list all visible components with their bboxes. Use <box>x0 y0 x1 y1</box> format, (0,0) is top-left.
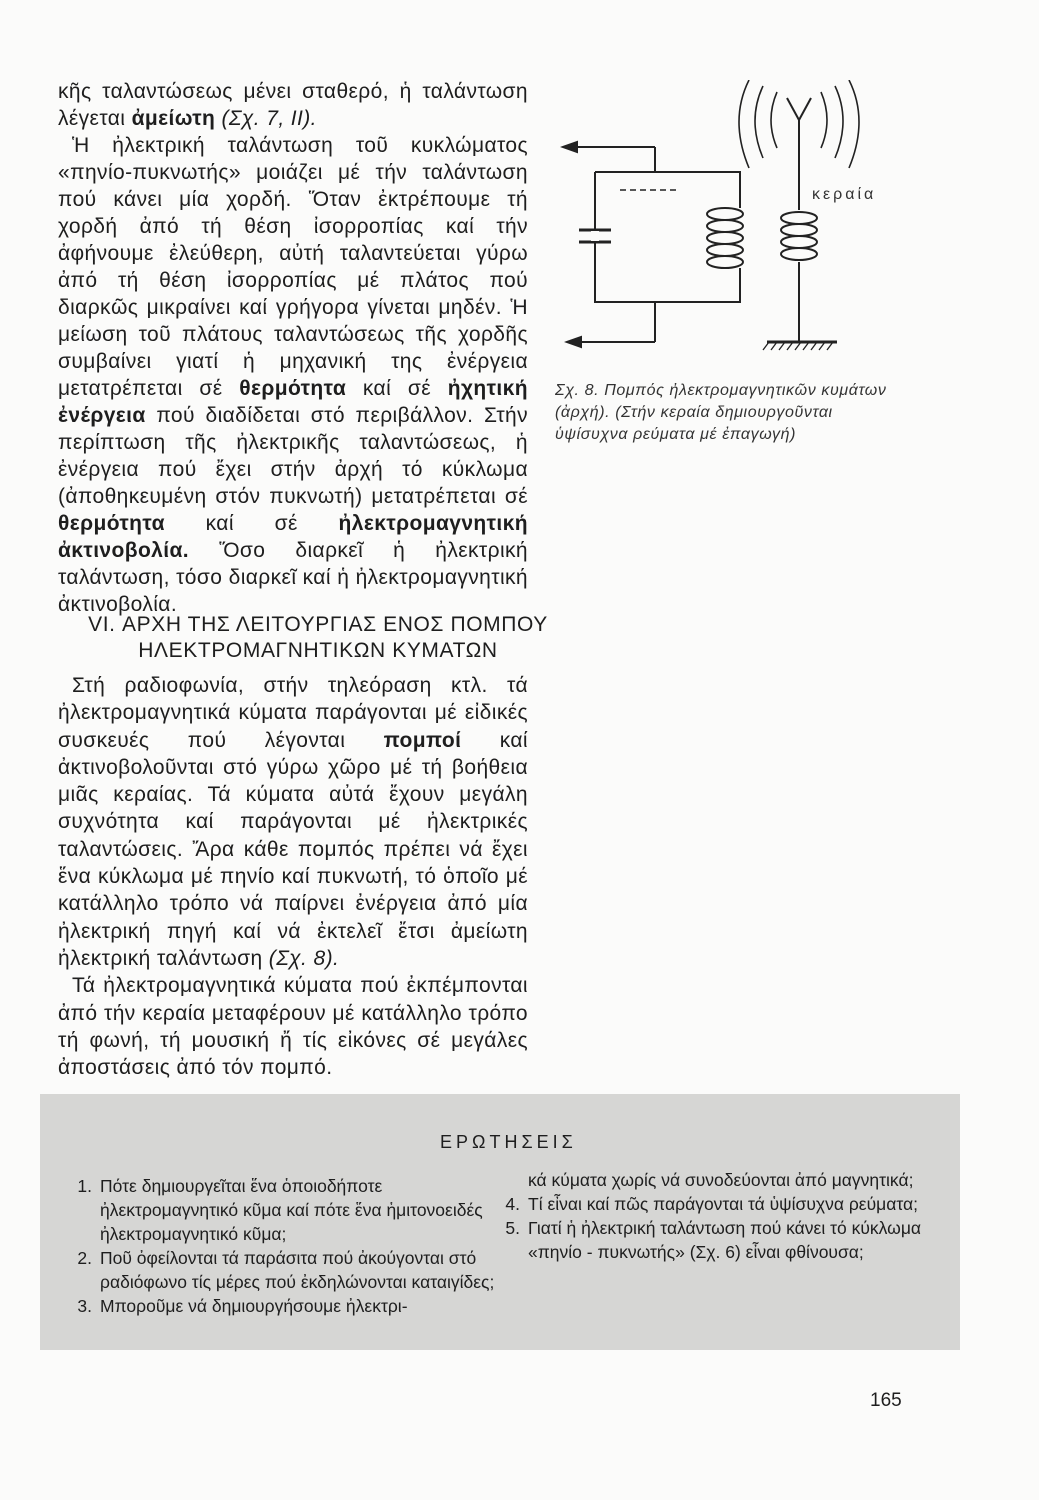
section-heading-line-1: VI. ΑΡΧΗ ΤΗΣ ΛΕΙΤΟΥΡΓΙΑΣ ΕΝΟΣ ΠΟΜΠΟΥ <box>88 613 548 636</box>
intro-text <box>58 78 528 618</box>
text-span: Ὅσο διαρκεῖ ἡ ἠλεκτρική ταλάντωση, τόσο διαρκεῖ καί ἡ ἠλεκτρομαγνητική ἀκτινοβολία. <box>58 539 528 616</box>
bold-term: ἠλεκτρομαγνητική ἀκτινοβολία. <box>58 512 528 562</box>
intro-paragraph-2 <box>58 132 528 618</box>
questions-title: ΕΡΩΤΗΣΕΙΣ <box>440 1132 577 1152</box>
figure-ref: (Σχ. 7, II). <box>215 107 317 130</box>
questions-right-column <box>488 1168 948 1264</box>
question-item <box>60 1174 500 1246</box>
radiation-arcs-left <box>739 80 777 168</box>
question-number: 2. <box>77 1248 92 1268</box>
question-text: Γιατί ἡ ἠλεκτρική ταλάντωση πού κάνει τό κύκλωμα «πηνίο - πυκνωτής» (Σχ. 6) εἶναι φθίνουσα; <box>528 1218 922 1262</box>
page-number: 165 <box>870 1390 902 1411</box>
antenna-coil <box>781 212 817 260</box>
primary-coil <box>707 208 743 268</box>
question-text: Μποροῦμε νά δημιουργήσουμε ἠλεκτρι- <box>100 1296 408 1316</box>
text-span: Στή ραδιοφωνία, στήν τηλεόραση κτλ. τά ἠλεκτρομαγνητικά κύματα παράγονται μέ εἰδικές συσκευές πού λέγονται <box>58 674 528 752</box>
question-text: Ποῦ ὀφείλονται τά παράσιτα πού ἀκούγονται στό ραδιόφωνο τίς μέρες πού ἐκδηλώνονται καταιγίδες; <box>100 1248 495 1292</box>
bold-term: θερμότητα <box>239 377 347 400</box>
questions-box <box>40 1094 960 1350</box>
question-item <box>488 1192 948 1216</box>
text-span: πού διαδίδεται στό περιβάλλον. Στήν περίπτωση τῆς ἠλεκτρικῆς ταλαντώσεως, ἡ ἐνέργεια πού ἔχει στήν ἀρχή τό κύκλωμα (ἀποθηκευμένη στόν πυκνωτή) μετατρέπεται σέ <box>58 404 528 508</box>
text-span: καί σέ <box>346 377 448 400</box>
arrow-left-top <box>563 142 577 152</box>
bold-term: ἠχητική ἐνέργεια <box>58 377 529 427</box>
question-text: Πότε δημιουργεῖται ἕνα ὁποιοδήποτε ἠλεκτρομαγνητικό κῦμα καί πότε ἕνα ἡμιτονοειδές ἠλεκτρομαγνητικό κῦμα; <box>100 1176 483 1244</box>
lc-circuit-loop <box>595 172 740 302</box>
text-span: Ἡ ἠλεκτρική ταλάντωση τοῦ κυκλώματος «πηνίο-πυκνωτής» μοιάζει μέ τήν ταλάντωση πού κάνει μία χορδή. Ὅταν ἐκτρέπουμε τή χορδή ἀπό τή θέση ἰσορροπίας καί τήν ἀφήνουμε ἐλεύθερη, αὐτή ταλαντεύεται γύρω ἀπό τή θέση ἰσορροπίας μέ πλάτος πού διαρκῶς μικραίνει καί γρήγορα γίνεται μηδέν. Ἡ μείωση τοῦ πλάτους ταλαντώσεως τῆς χορδῆς συμβαίνει γιατί ἡ μηχανική της ἐνέργεια μετατρέπεται σέ <box>58 134 528 400</box>
question-text: Τί εἶναι καί πῶς παράγονται τά ὑψίσυχνα ρεύματα; <box>528 1194 918 1214</box>
question-number: 4. <box>505 1194 520 1214</box>
antenna-label: κεραία <box>812 186 877 203</box>
antenna-arm-left <box>787 98 799 120</box>
question-item <box>60 1246 500 1294</box>
section-body <box>58 672 528 1081</box>
transmitter-circuit-diagram <box>555 80 895 360</box>
text-span: κῆς ταλαντώσεως μένει σταθερό, ἡ ταλάντωση λέγεται <box>58 80 528 130</box>
figure-caption: Σχ. 8. Πομπός ἠλεκτρομαγνητικῶν κυμάτων (ἀρχή). (Στήν κεραία δημιουργοῦνται ὑψίσυχνα ρεύματα μέ ἐπαγωγή) <box>555 382 887 443</box>
question-continuation: κά κύματα χωρίς νά συνοδεύονται ἀπό μαγνητικά; <box>528 1170 914 1190</box>
text-span: καί ἀκτινοβολοῦνται στό γύρω χῶρο μέ τή βοήθεια μιᾶς κεραίας. Τά κύματα αὐτά ἔχουν μεγάλη συχνότητα καί παράγονται μέ ἠλεκτρικές ταλαντώσεις. Ἄρα κάθε πομπός πρέπει νά ἔχει ἕνα κύκλωμα μέ πηνίο καί πυκνωτή, τό ὁποῖο μέ κατάλληλο τρόπο νά παίρνει ἐνέργεια ἀπό μία ἠλεκτρική πηγή καί νά ἐκτελεῖ ἔτσι ἀμείωτη ἠλεκτρική ταλάντωση <box>58 728 528 970</box>
question-item <box>60 1294 500 1318</box>
section-heading-line-2: ΗΛΕΚΤΡΟΜΑΓΝΗΤΙΚΩΝ ΚΥΜΑΤΩΝ <box>138 639 498 662</box>
intro-paragraph-1 <box>58 78 528 132</box>
questions-left-column <box>60 1174 500 1318</box>
radiation-arcs-right <box>821 80 859 168</box>
question-number: 1. <box>77 1176 92 1196</box>
question-number: 3. <box>77 1296 92 1316</box>
figure-ref: (Σχ. 8). <box>268 946 340 970</box>
question-item <box>488 1216 948 1264</box>
bold-term: θερμότητα <box>58 512 165 535</box>
section-paragraph-2: Τά ἠλεκτρομαγνητικά κύματα πού ἐκπέμπονται ἀπό τήν κεραία μεταφέρουν μέ κατάλληλο τρόπο τή φωνή, τή μουσική ἤ τίς εἰκόνες σέ μεγάλες ἀποστάσεις ἀπό τόν πομπό. <box>58 974 528 1080</box>
section-heading <box>58 612 578 664</box>
section-paragraph-1 <box>58 672 528 972</box>
antenna-arm-right <box>799 98 811 120</box>
arrow-left-bottom <box>567 337 581 347</box>
bold-term: ἀμείωτη <box>131 107 216 130</box>
bold-term: πομποί <box>383 728 462 752</box>
question-number: 5. <box>505 1218 520 1238</box>
text-span: καί σέ <box>164 512 339 535</box>
